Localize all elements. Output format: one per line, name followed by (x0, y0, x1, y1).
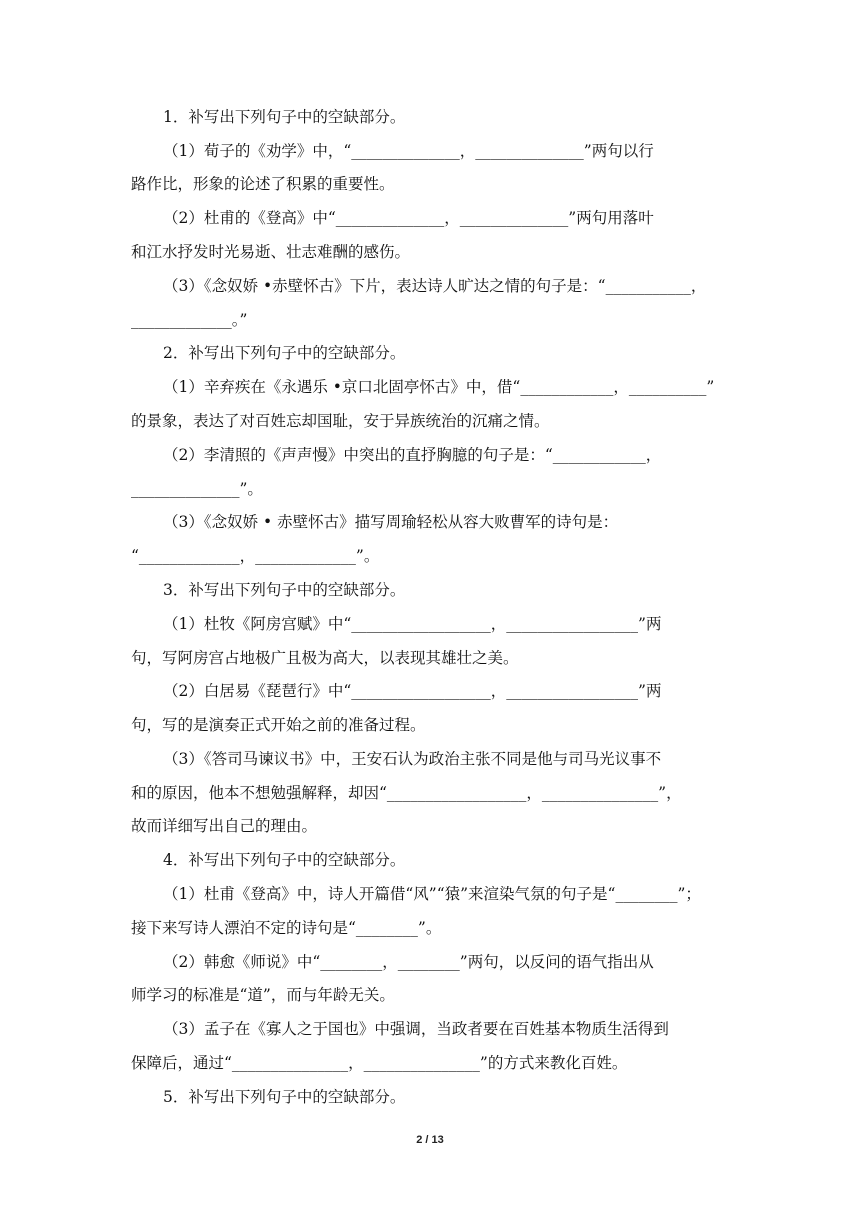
q1-item-2-line-1: （2）杜甫的《登高》中“______________，______________”两句用落叶 (163, 209, 654, 227)
page-number: 2 / 13 (416, 1134, 444, 1146)
q2-item-2-line-1: （2）李清照的《声声慢》中突出的直抒胸臆的句子是：“____________， (163, 446, 662, 464)
q2-item-1-line-1: （1）辛弃疾在《永遇乐 •京口北固亭怀古》中，借“____________，__________” (163, 378, 715, 396)
q4-item-2-line-2: 师学习的标准是“道”，而与年龄无关。 (131, 986, 395, 1004)
question-4-heading: 4．补写出下列句子中的空缺部分。 (163, 851, 406, 869)
q3-item-3-line-2: 和的原因，他本不想勉强解释，却因“__________________，_______________”， (131, 784, 682, 802)
q4-item-2-line-1: （2）韩愈《师说》中“________，________”两句，以反问的语气指出从 (163, 953, 654, 971)
q2-item-2-line-2: ______________”。 (131, 480, 263, 498)
q3-item-1-line-2: 句，写阿房宫占地极广且极为高大，以表现其雄壮之美。 (131, 649, 519, 667)
q3-item-2-line-2: 句，写的是演奏正式开始之前的准备过程。 (131, 716, 426, 734)
q3-item-3-line-3: 故而详细写出自己的理由。 (131, 817, 318, 835)
q4-item-1-line-2: 接下来写诗人漂泊不定的诗句是“________”。 (131, 919, 442, 937)
question-5-heading: 5．补写出下列句子中的空缺部分。 (163, 1088, 406, 1106)
q3-item-2-line-1: （2）白居易《琵琶行》中“__________________，_________________”两 (163, 682, 662, 700)
q4-item-1-line-1: （1）杜甫《登高》中，诗人开篇借“风”“猿”来渲染气氛的句子是“________”； (163, 885, 701, 903)
q2-item-1-line-2: 的景象，表达了对百姓忘却国耻，安于异族统治的沉痛之情。 (131, 412, 550, 430)
question-1-heading: 1．补写出下列句子中的空缺部分。 (163, 108, 406, 126)
question-2-heading: 2．补写出下列句子中的空缺部分。 (163, 344, 406, 362)
q3-item-3-line-1: （3）《答司马谏议书》中，王安石认为政治主张不同是他与司马光议事不 (163, 750, 662, 768)
question-3-heading: 3．补写出下列句子中的空缺部分。 (163, 581, 406, 599)
q1-item-3-line-2: _____________。” (131, 311, 248, 329)
q1-item-3-line-1: （3）《念奴娇 •赤壁怀古》下片，表达诗人旷达之情的句子是：“___________， (163, 277, 707, 295)
q2-item-3-line-2: “_____________，_____________”。 (131, 547, 380, 565)
q1-item-1-line-2: 路作比，形象的论述了积累的重要性。 (131, 175, 395, 193)
q4-item-3-line-1: （3）孟子在《寡人之于国也》中强调，当政者要在百姓基本物质生活得到 (163, 1020, 669, 1038)
q2-item-3-line-1: （3）《念奴娇 • 赤壁怀古》描写周瑜轻松从容大败曹军的诗句是： (163, 513, 619, 531)
q3-item-1-line-1: （1）杜牧《阿房宫赋》中“__________________，_________________”两 (163, 615, 662, 633)
q1-item-2-line-2: 和江水抒发时光易逝、壮志难酬的感伤。 (131, 243, 411, 261)
q1-item-1-line-1: （1）荀子的《劝学》中，“______________，______________”两句以行 (163, 142, 654, 160)
q4-item-3-line-2: 保障后，通过“_______________，_______________”的方式来教化百姓。 (131, 1054, 628, 1072)
